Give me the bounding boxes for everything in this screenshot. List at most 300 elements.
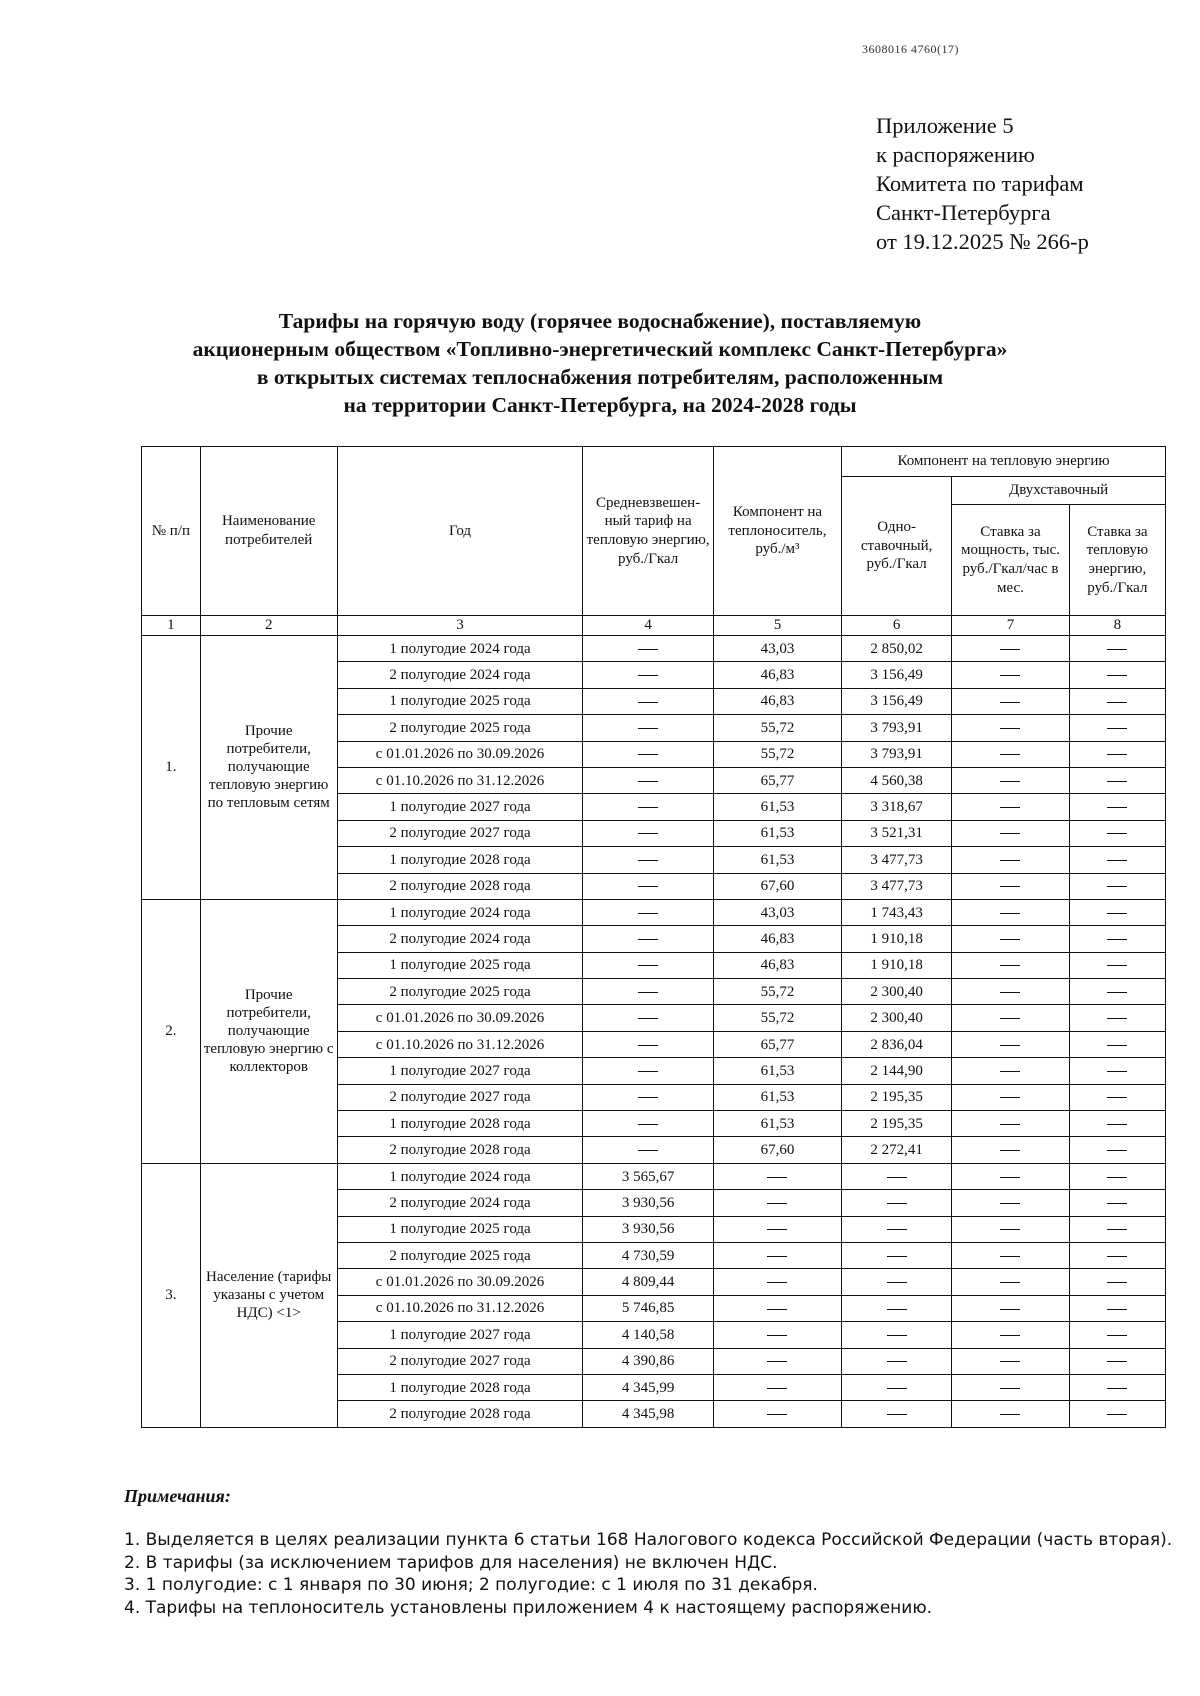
note-item: 1. Выделяется в целях реализации пункта 6 статьи 168 Налогового кодекса Российской Федерации (часть вторая). — [124, 1530, 1173, 1550]
energy-rate-cell — [1069, 820, 1165, 846]
capacity-rate-cell — [952, 1190, 1070, 1216]
weighted-avg-cell — [583, 1137, 713, 1163]
dash-mark — [638, 1097, 658, 1098]
dash-mark — [638, 965, 658, 966]
period-cell: 2 полугодие 2025 года — [337, 979, 583, 1005]
period-cell: 1 полугодие 2024 года — [337, 1163, 583, 1189]
capacity-rate-cell — [952, 1295, 1070, 1321]
energy-rate-cell — [1069, 952, 1165, 978]
single-rate-cell: 3 318,67 — [842, 794, 952, 820]
weighted-avg-cell — [583, 873, 713, 899]
weighted-avg-cell — [583, 847, 713, 873]
group-number: 3. — [142, 1163, 201, 1427]
period-cell: с 01.10.2026 по 31.12.2026 — [337, 767, 583, 793]
dash-mark — [1107, 781, 1127, 782]
dash-mark — [1000, 1045, 1020, 1046]
dash-mark — [1000, 1229, 1020, 1230]
dash-mark — [1000, 1124, 1020, 1125]
dash-mark — [1107, 728, 1127, 729]
dash-mark — [638, 781, 658, 782]
dash-mark — [638, 1018, 658, 1019]
weighted-avg-cell — [583, 1005, 713, 1031]
dash-mark — [638, 992, 658, 993]
carrier-component-cell: 61,53 — [713, 1058, 841, 1084]
single-rate-cell: 2 300,40 — [842, 1005, 952, 1031]
weighted-avg-cell — [583, 979, 713, 1005]
dash-mark — [1000, 1388, 1020, 1389]
header-two-rate: Двухставочный — [952, 477, 1166, 505]
carrier-component-cell: 67,60 — [713, 1137, 841, 1163]
dash-mark — [1000, 939, 1020, 940]
single-rate-cell — [842, 1190, 952, 1216]
capacity-rate-cell — [952, 1374, 1070, 1400]
title-line: на территории Санкт-Петербурга, на 2024-2028 годы — [343, 393, 857, 417]
single-rate-cell: 1 910,18 — [842, 926, 952, 952]
dash-mark — [767, 1414, 787, 1415]
carrier-component-cell: 43,03 — [713, 636, 841, 662]
dash-mark — [887, 1282, 907, 1283]
dash-mark — [1107, 1388, 1127, 1389]
carrier-component-cell: 55,72 — [713, 715, 841, 741]
dash-mark — [1107, 1229, 1127, 1230]
single-rate-cell: 1 743,43 — [842, 899, 952, 925]
consumer-group-name: Прочие потребители, получающие тепловую энергию с коллекторов — [200, 899, 337, 1163]
consumer-group-name: Население (тарифы указаны с учетом НДС) <1> — [200, 1163, 337, 1427]
weighted-avg-cell — [583, 688, 713, 714]
period-cell: 1 полугодие 2024 года — [337, 899, 583, 925]
dash-mark — [1000, 1414, 1020, 1415]
capacity-rate-cell — [952, 794, 1070, 820]
carrier-component-cell — [713, 1269, 841, 1295]
dash-mark — [887, 1388, 907, 1389]
note-item: 3. 1 полугодие: с 1 января по 30 июня; 2 полугодие: с 1 июля по 31 декабря. — [124, 1575, 818, 1595]
weighted-avg-cell — [583, 741, 713, 767]
dash-mark — [1107, 754, 1127, 755]
dash-mark — [638, 675, 658, 676]
dash-mark — [767, 1309, 787, 1310]
dash-mark — [887, 1177, 907, 1178]
header-energy-rate: Ставка за тепловую энергию, руб./Гкал — [1069, 505, 1165, 616]
weighted-avg-cell — [583, 794, 713, 820]
capacity-rate-cell — [952, 741, 1070, 767]
annex-line: от 19.12.2025 № 266-р — [876, 229, 1089, 254]
carrier-component-cell: 61,53 — [713, 847, 841, 873]
weighted-avg-cell: 3 565,67 — [583, 1163, 713, 1189]
title-line: Тарифы на горячую воду (горячее водоснабжение), поставляемую — [278, 309, 922, 333]
carrier-component-cell: 61,53 — [713, 794, 841, 820]
weighted-avg-cell — [583, 899, 713, 925]
single-rate-cell: 3 521,31 — [842, 820, 952, 846]
carrier-component-cell — [713, 1242, 841, 1268]
dash-mark — [1107, 649, 1127, 650]
period-cell: 1 полугодие 2027 года — [337, 1322, 583, 1348]
single-rate-cell — [842, 1348, 952, 1374]
capacity-rate-cell — [952, 1111, 1070, 1137]
document-title — [60, 307, 1140, 419]
weighted-avg-cell — [583, 1084, 713, 1110]
dash-mark — [1107, 1309, 1127, 1310]
notes-list — [124, 1529, 1172, 1619]
capacity-rate-cell — [952, 715, 1070, 741]
dash-mark — [767, 1256, 787, 1257]
dash-mark — [767, 1282, 787, 1283]
weighted-avg-cell: 4 345,99 — [583, 1374, 713, 1400]
single-rate-cell — [842, 1374, 952, 1400]
dash-mark — [1000, 702, 1020, 703]
dash-mark — [1107, 992, 1127, 993]
group-number: 1. — [142, 636, 201, 900]
energy-rate-cell — [1069, 1031, 1165, 1057]
energy-rate-cell — [1069, 636, 1165, 662]
single-rate-cell: 2 836,04 — [842, 1031, 952, 1057]
capacity-rate-cell — [952, 873, 1070, 899]
dash-mark — [887, 1414, 907, 1415]
consumer-group-name: Прочие потребители, получающие тепловую энергию по тепловым сетям — [200, 636, 337, 900]
single-rate-cell: 2 195,35 — [842, 1084, 952, 1110]
carrier-component-cell — [713, 1163, 841, 1189]
weighted-avg-cell — [583, 926, 713, 952]
dash-mark — [1000, 781, 1020, 782]
weighted-avg-cell: 4 809,44 — [583, 1269, 713, 1295]
header-weighted-avg-tariff: Средневзвешен-ный тариф на тепловую энергию, руб./Гкал — [583, 447, 713, 616]
dash-mark — [1000, 965, 1020, 966]
weighted-avg-cell — [583, 662, 713, 688]
energy-rate-cell — [1069, 1058, 1165, 1084]
capacity-rate-cell — [952, 1084, 1070, 1110]
period-cell: 2 полугодие 2027 года — [337, 1084, 583, 1110]
capacity-rate-cell — [952, 847, 1070, 873]
table-row — [142, 899, 1166, 925]
capacity-rate-cell — [952, 1058, 1070, 1084]
tariff-body — [142, 636, 1166, 1428]
capacity-rate-cell — [952, 1242, 1070, 1268]
capacity-rate-cell — [952, 1031, 1070, 1057]
dash-mark — [638, 1124, 658, 1125]
dash-mark — [1107, 1018, 1127, 1019]
dash-mark — [767, 1388, 787, 1389]
dash-mark — [1000, 913, 1020, 914]
dash-mark — [1000, 728, 1020, 729]
energy-rate-cell — [1069, 1295, 1165, 1321]
period-cell: 1 полугодие 2025 года — [337, 1216, 583, 1242]
dash-mark — [1000, 833, 1020, 834]
title-line: в открытых системах теплоснабжения потребителям, расположенным — [256, 365, 944, 389]
single-rate-cell: 2 850,02 — [842, 636, 952, 662]
dash-mark — [638, 939, 658, 940]
dash-mark — [1000, 886, 1020, 887]
weighted-avg-cell — [583, 952, 713, 978]
dash-mark — [1107, 939, 1127, 940]
period-cell: с 01.10.2026 по 31.12.2026 — [337, 1295, 583, 1321]
carrier-component-cell: 55,72 — [713, 1005, 841, 1031]
weighted-avg-cell — [583, 636, 713, 662]
energy-rate-cell — [1069, 741, 1165, 767]
single-rate-cell: 2 300,40 — [842, 979, 952, 1005]
dash-mark — [1000, 1335, 1020, 1336]
dash-mark — [1000, 860, 1020, 861]
energy-rate-cell — [1069, 899, 1165, 925]
weighted-avg-cell — [583, 1111, 713, 1137]
period-cell: 1 полугодие 2027 года — [337, 1058, 583, 1084]
carrier-component-cell: 65,77 — [713, 1031, 841, 1057]
dash-mark — [1000, 754, 1020, 755]
energy-rate-cell — [1069, 1216, 1165, 1242]
carrier-component-cell: 61,53 — [713, 1111, 841, 1137]
dash-mark — [1000, 1282, 1020, 1283]
carrier-component-cell: 55,72 — [713, 741, 841, 767]
period-cell: 1 полугодие 2024 года — [337, 636, 583, 662]
dash-mark — [638, 728, 658, 729]
period-cell: 2 полугодие 2027 года — [337, 820, 583, 846]
header-capacity-rate: Ставка за мощность, тыс. руб./Гкал/час в мес. — [952, 505, 1070, 616]
energy-rate-cell — [1069, 1401, 1165, 1427]
single-rate-cell: 1 910,18 — [842, 952, 952, 978]
annex-line: Приложение 5 — [876, 113, 1014, 138]
single-rate-cell — [842, 1295, 952, 1321]
single-rate-cell: 2 144,90 — [842, 1058, 952, 1084]
capacity-rate-cell — [952, 636, 1070, 662]
capacity-rate-cell — [952, 979, 1070, 1005]
energy-rate-cell — [1069, 794, 1165, 820]
title-line: акционерным обществом «Топливно-энергетический комплекс Санкт-Петербурга» — [192, 337, 1008, 361]
energy-rate-cell — [1069, 1348, 1165, 1374]
energy-rate-cell — [1069, 767, 1165, 793]
weighted-avg-cell: 3 930,56 — [583, 1216, 713, 1242]
period-cell: 2 полугодие 2027 года — [337, 1348, 583, 1374]
header-single-rate: Одно-ставочный, руб./Гкал — [842, 477, 952, 616]
period-cell: 1 полугодие 2028 года — [337, 847, 583, 873]
period-cell: 2 полугодие 2025 года — [337, 1242, 583, 1268]
single-rate-cell — [842, 1322, 952, 1348]
single-rate-cell: 3 793,91 — [842, 741, 952, 767]
weighted-avg-cell: 3 930,56 — [583, 1190, 713, 1216]
energy-rate-cell — [1069, 1269, 1165, 1295]
period-cell: 2 полугодие 2024 года — [337, 926, 583, 952]
energy-rate-cell — [1069, 1242, 1165, 1268]
single-rate-cell: 3 477,73 — [842, 873, 952, 899]
dash-mark — [767, 1335, 787, 1336]
dash-mark — [1107, 833, 1127, 834]
dash-mark — [887, 1361, 907, 1362]
carrier-component-cell: 65,77 — [713, 767, 841, 793]
capacity-rate-cell — [952, 1216, 1070, 1242]
capacity-rate-cell — [952, 1348, 1070, 1374]
dash-mark — [1107, 1071, 1127, 1072]
carrier-component-cell: 46,83 — [713, 926, 841, 952]
dash-mark — [638, 807, 658, 808]
dash-mark — [1000, 1150, 1020, 1151]
period-cell: 2 полугодие 2028 года — [337, 873, 583, 899]
period-cell: 1 полугодие 2028 года — [337, 1374, 583, 1400]
capacity-rate-cell — [952, 952, 1070, 978]
single-rate-cell — [842, 1269, 952, 1295]
energy-rate-cell — [1069, 873, 1165, 899]
energy-rate-cell — [1069, 1163, 1165, 1189]
single-rate-cell: 3 477,73 — [842, 847, 952, 873]
carrier-component-cell — [713, 1295, 841, 1321]
energy-rate-cell — [1069, 688, 1165, 714]
single-rate-cell — [842, 1401, 952, 1427]
dash-mark — [1000, 1097, 1020, 1098]
energy-rate-cell — [1069, 1084, 1165, 1110]
header-num: № п/п — [142, 447, 201, 616]
period-cell: с 01.01.2026 по 30.09.2026 — [337, 741, 583, 767]
dash-mark — [1000, 1361, 1020, 1362]
annex-line: Комитета по тарифам — [876, 171, 1084, 196]
annex-line: к распоряжению — [876, 142, 1035, 167]
carrier-component-cell: 43,03 — [713, 899, 841, 925]
energy-rate-cell — [1069, 1190, 1165, 1216]
dash-mark — [1107, 1203, 1127, 1204]
dash-mark — [1000, 1018, 1020, 1019]
dash-mark — [887, 1335, 907, 1336]
energy-rate-cell — [1069, 715, 1165, 741]
period-cell: 2 полугодие 2028 года — [337, 1401, 583, 1427]
energy-rate-cell — [1069, 1137, 1165, 1163]
group-number: 2. — [142, 899, 201, 1163]
dash-mark — [887, 1203, 907, 1204]
dash-mark — [1000, 1071, 1020, 1072]
dash-mark — [1107, 860, 1127, 861]
energy-rate-cell — [1069, 926, 1165, 952]
period-cell: 1 полугодие 2025 года — [337, 688, 583, 714]
weighted-avg-cell: 4 345,98 — [583, 1401, 713, 1427]
weighted-avg-cell — [583, 767, 713, 793]
dash-mark — [1107, 1124, 1127, 1125]
dash-mark — [1107, 807, 1127, 808]
carrier-component-cell: 61,53 — [713, 1084, 841, 1110]
single-rate-cell: 2 195,35 — [842, 1111, 952, 1137]
carrier-component-cell — [713, 1322, 841, 1348]
dash-mark — [1107, 675, 1127, 676]
dash-mark — [1000, 992, 1020, 993]
carrier-component-cell: 67,60 — [713, 873, 841, 899]
carrier-component-cell: 61,53 — [713, 820, 841, 846]
energy-rate-cell — [1069, 979, 1165, 1005]
energy-rate-cell — [1069, 662, 1165, 688]
dash-mark — [1000, 807, 1020, 808]
dash-mark — [638, 649, 658, 650]
dash-mark — [1107, 702, 1127, 703]
carrier-component-cell: 46,83 — [713, 662, 841, 688]
capacity-rate-cell — [952, 767, 1070, 793]
column-number: 6 — [842, 616, 952, 636]
dash-mark — [638, 1045, 658, 1046]
capacity-rate-cell — [952, 1137, 1070, 1163]
dash-mark — [638, 860, 658, 861]
dash-mark — [1107, 886, 1127, 887]
column-number: 4 — [583, 616, 713, 636]
single-rate-cell — [842, 1163, 952, 1189]
document-id: 3608016 4760(17) — [862, 42, 959, 56]
single-rate-cell: 3 793,91 — [842, 715, 952, 741]
capacity-rate-cell — [952, 1163, 1070, 1189]
table-row — [142, 1163, 1166, 1189]
carrier-component-cell — [713, 1374, 841, 1400]
column-number: 1 — [142, 616, 201, 636]
weighted-avg-cell: 4 390,86 — [583, 1348, 713, 1374]
carrier-component-cell — [713, 1216, 841, 1242]
dash-mark — [638, 754, 658, 755]
energy-rate-cell — [1069, 1322, 1165, 1348]
single-rate-cell — [842, 1216, 952, 1242]
dash-mark — [1000, 675, 1020, 676]
energy-rate-cell — [1069, 1005, 1165, 1031]
capacity-rate-cell — [952, 662, 1070, 688]
period-cell: 1 полугодие 2025 года — [337, 952, 583, 978]
energy-rate-cell — [1069, 847, 1165, 873]
capacity-rate-cell — [952, 820, 1070, 846]
column-number: 8 — [1069, 616, 1165, 636]
weighted-avg-cell — [583, 715, 713, 741]
carrier-component-cell: 46,83 — [713, 688, 841, 714]
weighted-avg-cell: 4 140,58 — [583, 1322, 713, 1348]
weighted-avg-cell — [583, 1058, 713, 1084]
period-cell: 2 полугодие 2024 года — [337, 1190, 583, 1216]
dash-mark — [638, 886, 658, 887]
note-item: 2. В тарифы (за исключением тарифов для населения) не включен НДС. — [124, 1552, 778, 1573]
single-rate-cell: 4 560,38 — [842, 767, 952, 793]
period-cell: 2 полугодие 2025 года — [337, 715, 583, 741]
carrier-component-cell: 46,83 — [713, 952, 841, 978]
dash-mark — [887, 1309, 907, 1310]
carrier-component-cell — [713, 1401, 841, 1427]
column-number: 2 — [200, 616, 337, 636]
capacity-rate-cell — [952, 926, 1070, 952]
dash-mark — [1107, 1282, 1127, 1283]
dash-mark — [767, 1203, 787, 1204]
dash-mark — [1000, 1309, 1020, 1310]
dash-mark — [1107, 1414, 1127, 1415]
capacity-rate-cell — [952, 899, 1070, 925]
dash-mark — [1000, 1203, 1020, 1204]
capacity-rate-cell — [952, 1269, 1070, 1295]
dash-mark — [1107, 965, 1127, 966]
carrier-component-cell — [713, 1348, 841, 1374]
dash-mark — [767, 1229, 787, 1230]
weighted-avg-cell: 5 746,85 — [583, 1295, 713, 1321]
dash-mark — [638, 833, 658, 834]
header-energy-component: Компонент на тепловую энергию — [842, 447, 1166, 477]
dash-mark — [767, 1177, 787, 1178]
dash-mark — [1000, 1256, 1020, 1257]
dash-mark — [1107, 1045, 1127, 1046]
dash-mark — [1107, 1256, 1127, 1257]
dash-mark — [1107, 1361, 1127, 1362]
single-rate-cell: 3 156,49 — [842, 688, 952, 714]
capacity-rate-cell — [952, 1322, 1070, 1348]
tariff-table — [141, 446, 1166, 1428]
table-row — [142, 636, 1166, 662]
energy-rate-cell — [1069, 1374, 1165, 1400]
annex-line: Санкт-Петербурга — [876, 200, 1051, 225]
dash-mark — [638, 913, 658, 914]
single-rate-cell — [842, 1242, 952, 1268]
note-item: 4. Тарифы на теплоноситель установлены приложением 4 к настоящему распоряжению. — [124, 1597, 933, 1618]
capacity-rate-cell — [952, 1005, 1070, 1031]
period-cell: с 01.10.2026 по 31.12.2026 — [337, 1031, 583, 1057]
annex-reference — [876, 111, 1089, 256]
dash-mark — [638, 1150, 658, 1151]
dash-mark — [1000, 1177, 1020, 1178]
header-consumer-name: Наименование потребителей — [200, 447, 337, 616]
period-cell: с 01.01.2026 по 30.09.2026 — [337, 1269, 583, 1295]
dash-mark — [1107, 1335, 1127, 1336]
carrier-component-cell — [713, 1190, 841, 1216]
dash-mark — [638, 1071, 658, 1072]
column-number: 3 — [337, 616, 583, 636]
dash-mark — [1107, 1150, 1127, 1151]
